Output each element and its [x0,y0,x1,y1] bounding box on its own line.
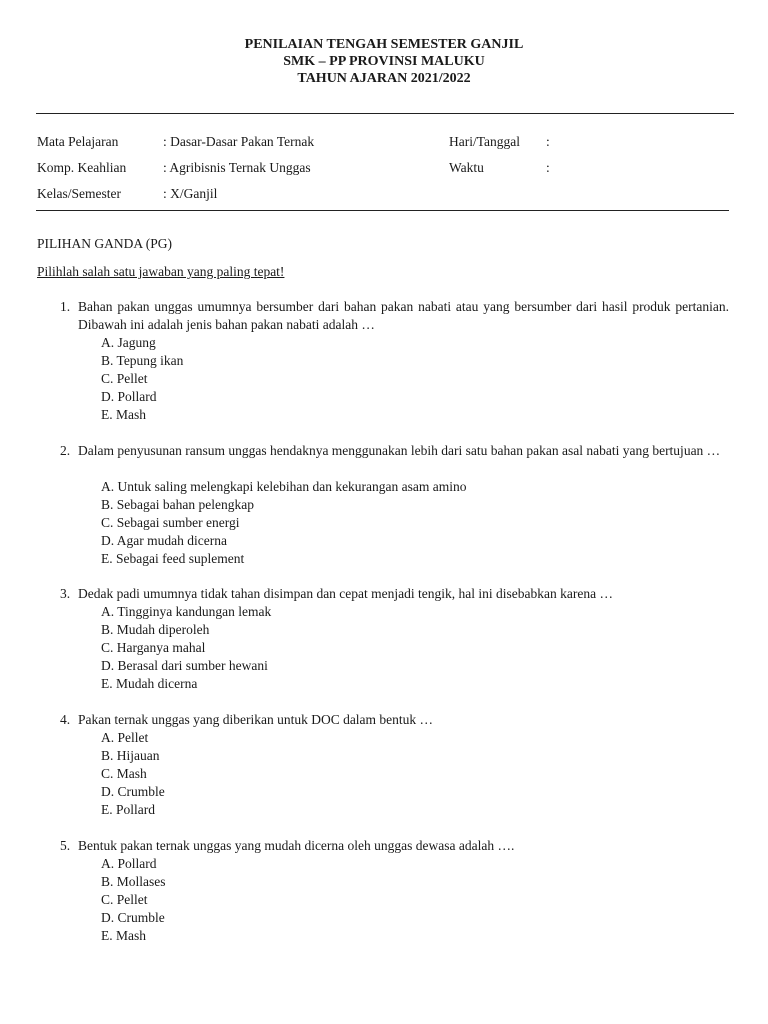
option-b: B. Sebagai bahan pelengkap [101,497,254,512]
option-c: C. Mash [101,766,147,781]
header-divider [36,113,734,114]
question-number: 3. [60,586,71,601]
option-b: B. Mollases [101,874,166,889]
info-divider [36,210,729,211]
option-d: D. Crumble [101,784,165,799]
option-d: D. Crumble [101,910,165,925]
question-number: 5. [60,838,71,853]
option-c: C. Sebagai sumber energi [101,515,240,530]
option-e: E. Mudah dicerna [101,676,198,691]
option-e: E. Pollard [101,802,155,817]
option-d: D. Berasal dari sumber hewani [101,658,268,673]
question-text: Bahan pakan unggas umumnya bersumber dari bahan pakan nabati atau yang bersumber dari hasil produk pertanian. Dibawah ini adalah jenis bahan pakan nabati adalah … [78,299,729,332]
option-e: E. Sebagai feed suplement [101,551,245,566]
mapel-label: Mata Pelajaran [37,134,119,149]
question-text: Dedak padi umumnya tidak tahan disimpan dan cepat menjadi tengik, hal ini disebabkan karena … [78,586,613,601]
komp-value: : Agribisnis Ternak Unggas [163,160,311,175]
option-c: C. Harganya mahal [101,640,206,655]
question-number: 4. [60,712,71,727]
hari-label: Hari/Tanggal [449,134,521,149]
option-c: C. Pellet [101,892,148,907]
hari-value: : [546,134,550,149]
question-number: 2. [60,443,71,458]
option-a: A. Pellet [101,730,149,745]
option-d: D. Agar mudah dicerna [101,533,227,548]
waktu-value: : [546,160,550,175]
option-a: A. Pollard [101,856,157,871]
option-e: E. Mash [101,928,146,943]
option-d: D. Pollard [101,389,157,404]
komp-label: Komp. Keahlian [37,160,127,175]
question-text: Pakan ternak unggas yang diberikan untuk DOC dalam bentuk … [78,712,434,727]
option-b: B. Hijauan [101,748,160,763]
academic-year: TAHUN AJARAN 2021/2022 [297,71,471,86]
question-text: Dalam penyusunan ransum unggas hendaknya menggunakan lebih dari satu bahan pakan asal nabati yang bertujuan … [78,443,721,458]
exam-title: PENILAIAN TENGAH SEMESTER GANJIL [244,37,524,52]
option-a: A. Tingginya kandungan lemak [101,604,272,619]
question-text: Bentuk pakan ternak unggas yang mudah dicerna oleh unggas dewasa adalah …. [78,838,515,853]
option-e: E. Mash [101,407,146,422]
option-a: A. Untuk saling melengkapi kelebihan dan kekurangan asam amino [101,479,467,494]
school-name: SMK – PP PROVINSI MALUKU [283,54,485,69]
kelas-value: : X/Ganjil [163,186,218,201]
instruction-text: Pilihlah salah satu jawaban yang paling tepat! [37,264,285,279]
kelas-label: Kelas/Semester [37,186,121,201]
waktu-label: Waktu [449,160,484,175]
option-b: B. Mudah diperoleh [101,622,210,637]
option-a: A. Jagung [101,335,156,350]
option-c: C. Pellet [101,371,148,386]
exam-header [0,36,768,87]
mapel-value: : Dasar-Dasar Pakan Ternak [163,134,315,149]
question-number: 1. [60,299,71,314]
section-title: PILIHAN GANDA (PG) [37,236,172,251]
option-b: B. Tepung ikan [101,353,184,368]
